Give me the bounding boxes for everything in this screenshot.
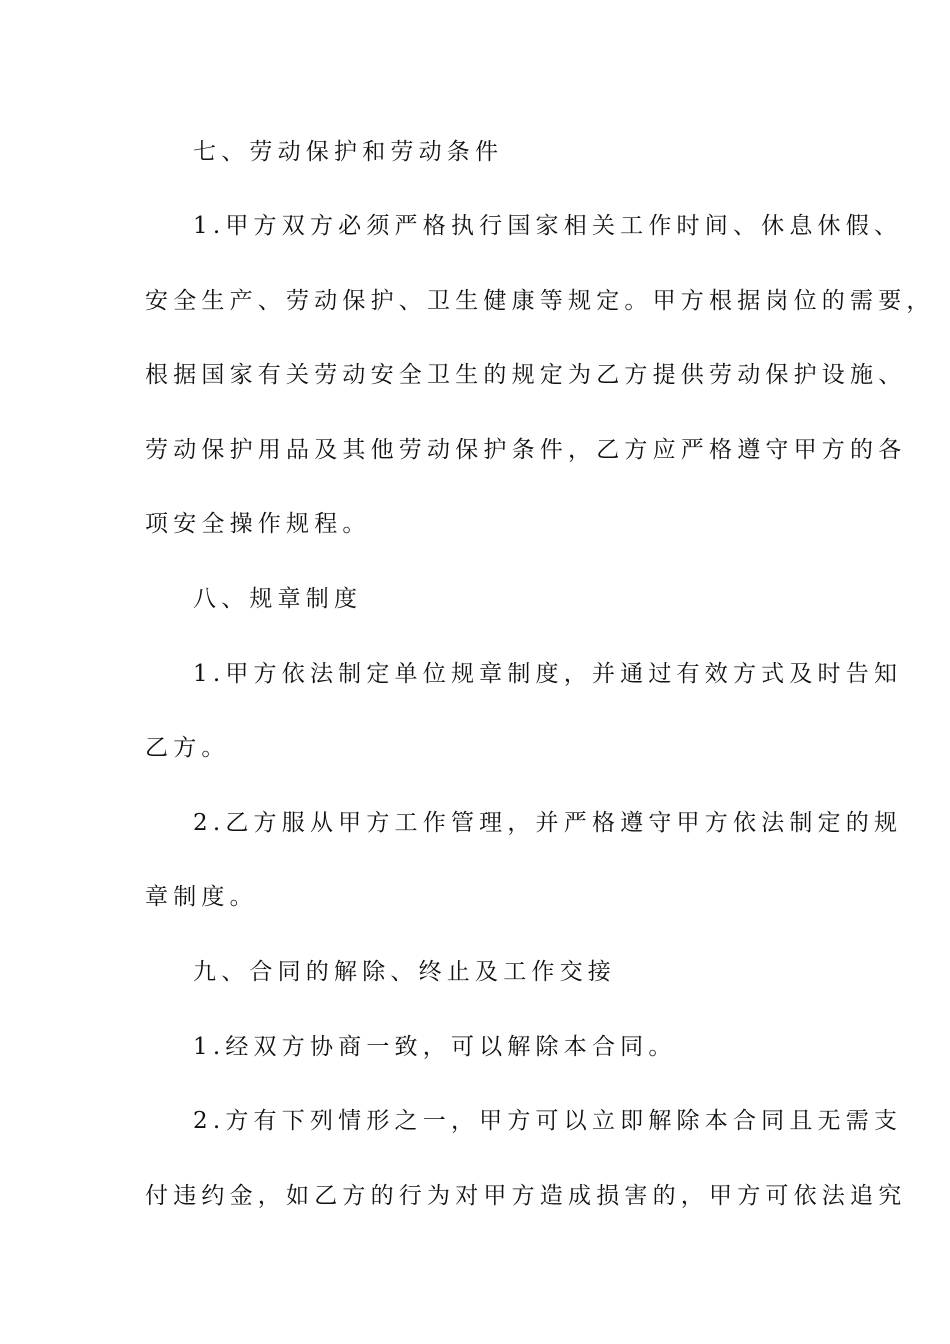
paragraph-line: 付违约金，如乙方的行为对甲方造成损害的，甲方可依法追究 bbox=[145, 1183, 907, 1209]
section-heading-labor-protection: 七、劳动保护和劳动条件 bbox=[193, 139, 504, 165]
section-heading-rules: 八、规章制度 bbox=[193, 586, 363, 612]
paragraph-line: 1.经双方协商一致，可以解除本合同。 bbox=[193, 1034, 677, 1060]
paragraph-line: 2.方有下列情形之一，甲方可以立即解除本合同且无需支 bbox=[193, 1108, 903, 1134]
paragraph-line: 项安全操作规程。 bbox=[145, 511, 371, 537]
paragraph-line: 1.甲方双方必须严格执行国家相关工作时间、休息休假、 bbox=[193, 213, 903, 239]
paragraph-line: 劳动保护用品及其他劳动保护条件，乙方应严格遵守甲方的各 bbox=[145, 437, 907, 463]
section-heading-termination: 九、合同的解除、终止及工作交接 bbox=[193, 959, 616, 985]
paragraph-line: 乙方。 bbox=[145, 735, 230, 761]
paragraph-line: 1.甲方依法制定单位规章制度，并通过有效方式及时告知 bbox=[193, 661, 903, 687]
paragraph-line: 2.乙方服从甲方工作管理，并严格遵守甲方依法制定的规 bbox=[193, 810, 903, 836]
paragraph-line: 安全生产、劳动保护、卫生健康等规定。甲方根据岗位的需要， bbox=[145, 288, 935, 314]
paragraph-line: 章制度。 bbox=[145, 884, 258, 910]
paragraph-line: 根据国家有关劳动安全卫生的规定为乙方提供劳动保护设施、 bbox=[145, 362, 907, 388]
